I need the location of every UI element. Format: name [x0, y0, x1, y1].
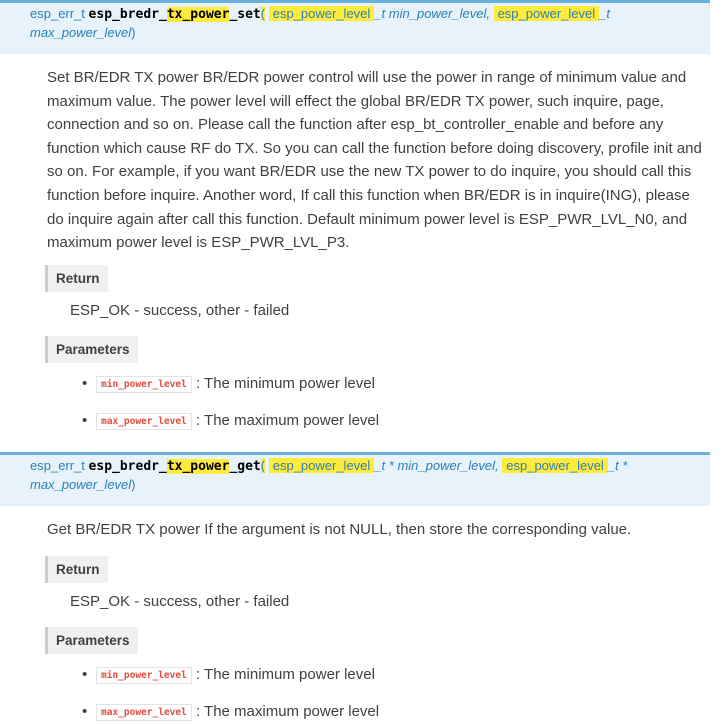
close-paren: ): [131, 25, 136, 40]
function-name-prefix: esp_bredr_: [88, 7, 167, 22]
list-item: [82, 410, 725, 433]
return-description: ESP_OK - success, other - failed: [70, 301, 290, 319]
list-item: [82, 701, 725, 724]
parameter-name: min_power_level: [96, 376, 192, 393]
bullet: •: [82, 665, 88, 683]
param-type-link[interactable]: esp_power_level: [502, 458, 608, 473]
open-paren: (: [260, 6, 266, 21]
open-paren: (: [260, 458, 266, 473]
parameter-description: : The minimum power level: [195, 374, 375, 392]
function-signature: [0, 0, 710, 54]
parameters-label: Parameters: [45, 336, 138, 363]
function-name-prefix: esp_bredr_: [88, 459, 167, 474]
parameter-name: max_power_level: [96, 704, 192, 721]
function-name: [89, 7, 261, 22]
close-paren: ): [131, 477, 136, 492]
return-type-link[interactable]: esp_err_t: [30, 6, 85, 21]
param-type-link[interactable]: esp_power_level: [494, 6, 600, 21]
return-label: Return: [45, 556, 108, 583]
return-label: Return: [45, 265, 108, 292]
bullet: •: [82, 411, 88, 429]
param-type-suffix: _t *: [374, 458, 394, 473]
param-type-suffix: _t: [374, 6, 386, 21]
parameter-description: : The maximum power level: [195, 702, 380, 720]
param-type-suffix: _t: [599, 6, 610, 21]
search-highlight: tx_power: [166, 459, 230, 474]
bullet: •: [82, 374, 88, 392]
function-signature: [0, 452, 710, 506]
parameter-description: : The maximum power level: [195, 411, 380, 429]
function-description: Get BR/EDR TX power If the argument is not NULL, then store the corresponding value.: [47, 521, 632, 538]
parameter-name: max_power_level: [96, 413, 192, 430]
param-type-suffix: _t *: [607, 458, 628, 473]
list-item: [82, 664, 725, 687]
function-description: Set BR/EDR TX power BR/EDR power control will use the power in range of minimum value and maximum value. The power level will effect the global BR/EDR TX power, such inquire, page, connection and so on. Please call the function after esp_bt_controller_enable and before any function which cause RF do TX. So you can call the function before doing discovery, profile init and so on. For example, if you want BR/EDR use the new TX power to do inquire, you should call this function before inquire. Another word, If call this function when BR/EDR is in inquire(ING), please do inquire again after call this function. Default minimum power level is ESP_PWR_LVL_N0, and maximum power level is ESP_PWR_LVL_P3.: [47, 69, 702, 252]
param-name: max_power_level: [30, 25, 132, 40]
param-name: min_power_level,: [388, 6, 490, 21]
param-name: min_power_level,: [397, 458, 499, 473]
function-name-suffix: _set: [229, 7, 261, 22]
return-description: ESP_OK - success, other - failed: [70, 592, 290, 610]
list-item: [82, 373, 725, 396]
param-type-link[interactable]: esp_power_level: [269, 458, 375, 473]
parameter-list: [0, 664, 725, 724]
function-name-suffix: _get: [229, 459, 261, 474]
parameter-description: : The minimum power level: [195, 665, 375, 683]
function-doc-tx-power-get: [0, 452, 725, 724]
param-type-link[interactable]: esp_power_level: [269, 6, 375, 21]
function-name: [89, 459, 261, 474]
parameter-list: [0, 373, 725, 433]
return-type-link[interactable]: esp_err_t: [30, 458, 85, 473]
bullet: •: [82, 702, 88, 720]
param-name: max_power_level: [30, 477, 132, 492]
search-highlight: tx_power: [166, 7, 230, 22]
parameters-label: Parameters: [45, 627, 138, 654]
parameter-name: min_power_level: [96, 667, 192, 684]
